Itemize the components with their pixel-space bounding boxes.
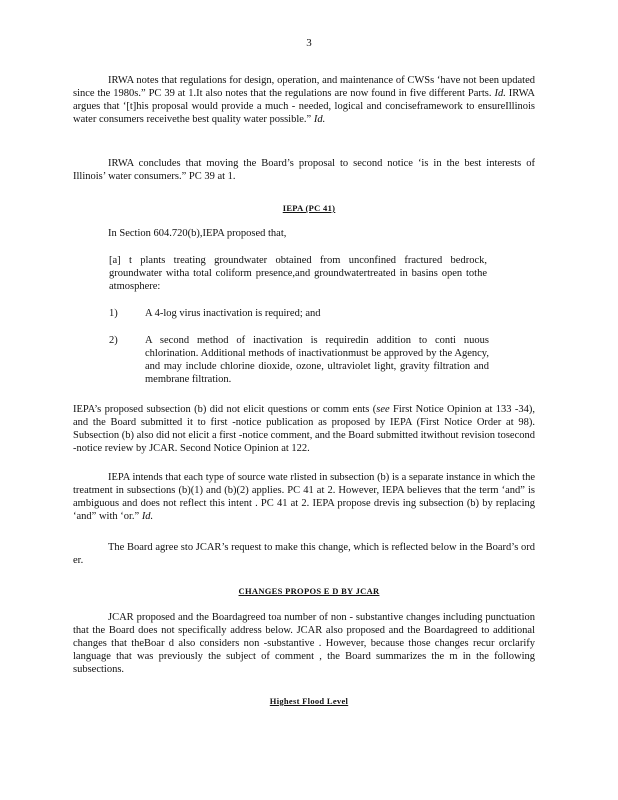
list-item-number: 1) — [109, 308, 118, 319]
paragraph-jcar-proposed: JCAR proposed and the Boardagreed toa number of non - substantive changes including punctuation that the Board does not specifically address below. JCAR also proposed and the Boardagreed to additional changes that theBoar d also considers non -substantive . However, because those changes recur orclarify language that was previously the subject of comment , the Board summarizes the m in the following subsections. — [73, 612, 535, 675]
paragraph-text: IRWA notes that regulations for design, operation, and maintenance of CWSs ‘have not been updated since the 1980s.” PC 39 at 1.It also notes that the regulations are now found in five different Parts. — [73, 75, 535, 99]
paragraph-text: First Notice Opinion at 133 -34), and the Board submitted it to first -notice publication as proposed by IEPA (First Notice Order at 98). Subsection (b) also did not elicit a first -notice comment, and the Board submitted itwithout revision tosecond -notice review by JCAR. Second Notice Opinion at 122. — [73, 404, 536, 454]
heading-changes-by-jcar: CHANGES PROPOS E D BY JCAR — [238, 586, 380, 596]
paragraph-text: IRWA argues that ‘[t]his proposal would provide a much - needed, logical and conciseframework to ensureIllinois water consumers receivethe best quality water possible.” — [73, 88, 536, 125]
citation-id: Id. — [494, 88, 506, 99]
paragraph-board-agrees: The Board agree sto JCAR’s request to make this change, which is reflected below in the Board’s ord er. — [73, 542, 535, 566]
paragraph-text: IEPA’s proposed subsection (b) did not elicit questions or comm ents ( — [73, 404, 377, 415]
paragraph-irwa-concludes: IRWA concludes that moving the Board’s proposal to second notice ‘is in the best interests of Illinois’ water consumers.” PC 39 at 1. — [73, 158, 535, 182]
paragraph-iepa-subsection — [73, 403, 535, 455]
page-number: 3 — [306, 37, 312, 49]
citation-see: see — [376, 404, 390, 415]
heading-highest-flood-level: Highest Flood Level — [269, 696, 349, 706]
paragraph-irwa-notes — [73, 74, 535, 126]
citation-id: Id. — [313, 114, 326, 125]
list-item — [109, 334, 489, 386]
list-item-text: A second method of inactivation is requiredin addition to conti nuous chlorination. Additional methods of inactivationmust be approved by the Agency, and may include chlorine dioxide, ozone, ultraviolet light, gravity filtration and membrane filtration. — [145, 335, 489, 385]
list-item-text: A 4-log virus inactivation is required; and — [145, 308, 321, 319]
block-quote: [a] t plants treating groundwater obtained from unconfined fractured bedrock, groundwater witha total coliform presence,and groundwatertreated in basins open tothe atmosphere: — [109, 255, 487, 292]
paragraph-text: IEPA intends that each type of source wate rlisted in subsection (b) is a separate instance in which the treatment in subsections (b)(1) and (b)(2) applies. PC 41 at 2. However, IEPA believes that the term ‘and” is ambiguous and does not reflect this intent . PC 41 at 2. IEPA propose drevis ing subsection (b) by replacing ‘and” with ‘or.” — [73, 472, 535, 522]
citation-id: Id. — [141, 511, 154, 522]
list-item-number: 2) — [109, 335, 118, 346]
paragraph-section-604: In Section 604.720(b),IEPA proposed that, — [108, 228, 287, 239]
paragraph-iepa-intends — [73, 471, 535, 523]
heading-iepa: IEPA (PC 41) — [282, 203, 336, 213]
list-item — [109, 307, 489, 320]
